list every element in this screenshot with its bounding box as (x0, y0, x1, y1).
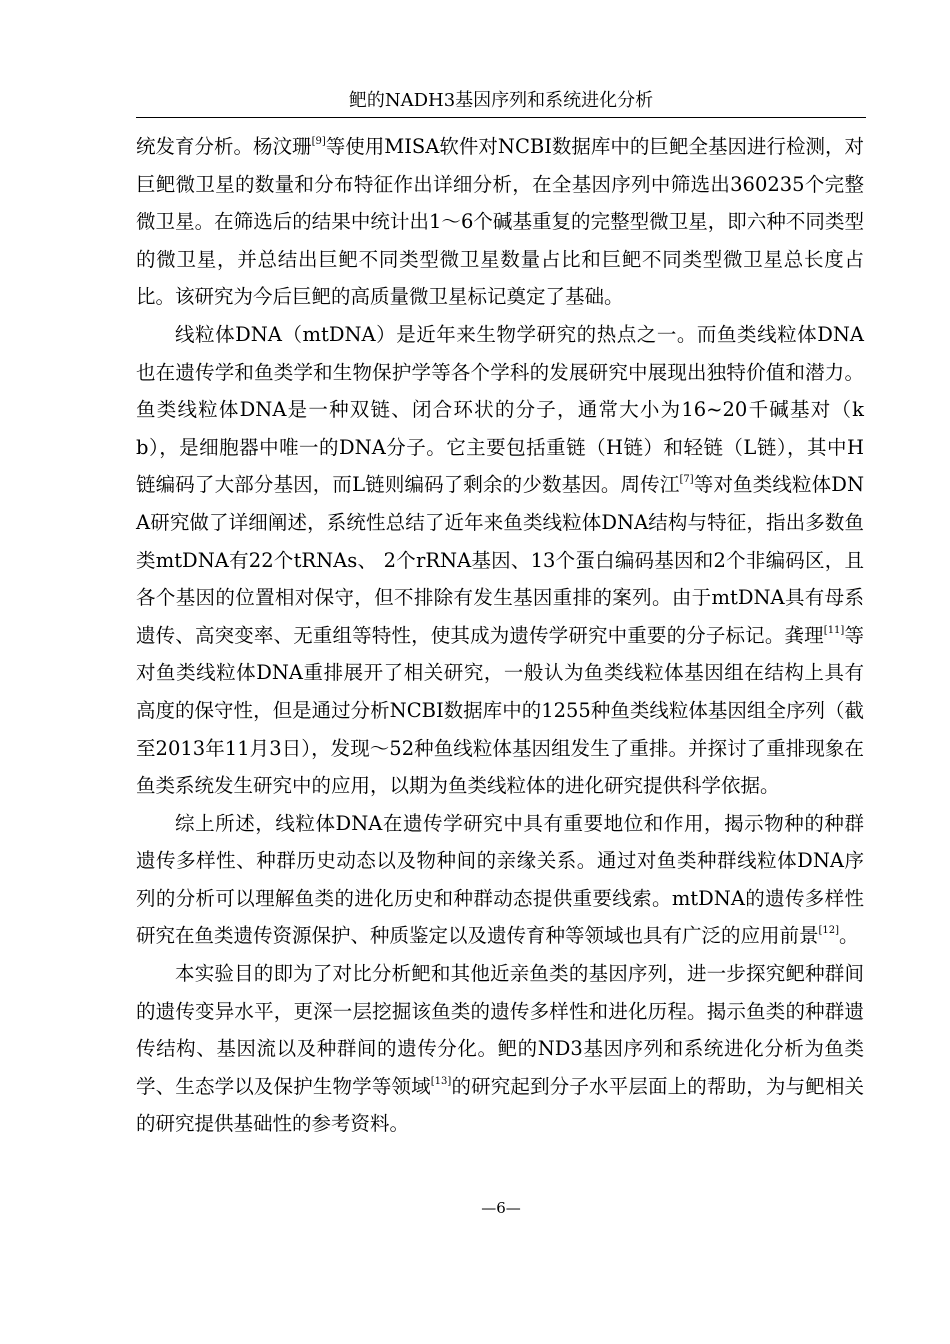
citation-ref: [9] (311, 136, 326, 147)
paragraph-text: 等使用MISA软件对NCBI数据库中的巨鲃全基因进行检测，对巨鲃微卫星的数量和分布特征作出详细分析，在全基因序列中筛选出360235个完整微卫星。在筛选后的结果中统计出1～6个碱基重复的完整型微卫星，即六种不同类型的微卫星，并总结出巨鲃不同类型微卫星数量占比和巨鲃不同类型微卫星总长度占比。该研究为今后巨鲃的高质量微卫星标记奠定了基础。 (136, 135, 864, 309)
page-number: —6— (481, 1199, 521, 1217)
paragraph-text: 等对鱼类线粒体DNA研究做了详细阐述，系统性总结了近年来鱼类线粒体DNA结构与特征，指出多数鱼类mtDNA有22个tRNAs、 2个rRNA基因、13个蛋白编码基因和2个非编码区，且各个基因的位置相对保守，但不排除有发生基因重排的案列。由于mtDNA具有母系遗传、高突变率、无重组等特性，使其成为遗传学研究中重要的分子标记。龚理 (136, 473, 865, 647)
citation-ref: [13] (430, 1075, 452, 1087)
citation-ref: [12] (818, 925, 840, 937)
paragraph (136, 128, 864, 316)
paragraph-text: 线粒体DNA（mtDNA）是近年来生物学研究的热点之一。而鱼类线粒体DNA也在遗传学和鱼类学和生物保护学等各个学科的发展研究中展现出独特价值和潜力。鱼类线粒体DNA是一种双链、闭合环状的分子，通常大小为16~20千碱基对（kb），是细胞器中唯一的DNA分子。它主要包括重链（H链）和轻链（L链），其中H链编码了大部分基因，而L链则编码了剩余的少数基因。周传江 (136, 322, 864, 497)
paragraph (136, 955, 864, 1143)
paragraph-text: 的研究起到分子水平层面上的帮助，为与鲃相关的研究提供基础性的参考资料。 (136, 1074, 864, 1136)
paragraph-text: 统发育分析。杨汶珊 (136, 135, 312, 158)
header-rule (136, 117, 866, 118)
paragraph-text: 。 (839, 924, 859, 948)
citation-ref: [7] (679, 474, 694, 486)
citation-ref: [11] (823, 624, 845, 636)
body-text (136, 128, 864, 1143)
paragraph-text: 本实验目的即为了对比分析鲃和其他近亲鱼类的基因序列，进一步探究鲃种群间的遗传变异水平，更深一层挖掘该鱼类的遗传多样性和进化历程。揭示鱼类的种群遗传结构、基因流以及种群间的遗传分化。鲃的ND3基因序列和系统进化分析为鱼类学、生态学以及保护生物学等领域 (136, 962, 864, 1098)
paragraph-text: 等对鱼类线粒体DNA重排展开了相关研究，一般认为鱼类线粒体基因组在结构上具有高度的保守性，但是通过分析NCBI数据库中的1255种鱼类线粒体基因组全序列（截至2013年11月3日），发现～52种鱼线粒体基因组发生了重排。并探讨了重排现象在鱼类系统发生研究中的应用，以期为鱼类线粒体的进化研究提供科学依据。 (136, 623, 864, 798)
paragraph-text: 综上所述，线粒体DNA在遗传学研究中具有重要地位和作用，揭示物种的种群遗传多样性、种群历史动态以及物种间的亲缘关系。通过对鱼类种群线粒体DNA序列的分析可以理解鱼类的进化历史和种群动态提供重要线索。mtDNA的遗传多样性研究在鱼类遗传资源保护、种质鉴定以及遗传育种等领域也具有广泛的应用前景 (136, 811, 864, 948)
paragraph (136, 805, 864, 955)
running-header: 鲃的NADH3基因序列和系统进化分析 (348, 90, 654, 111)
paragraph (136, 316, 864, 805)
